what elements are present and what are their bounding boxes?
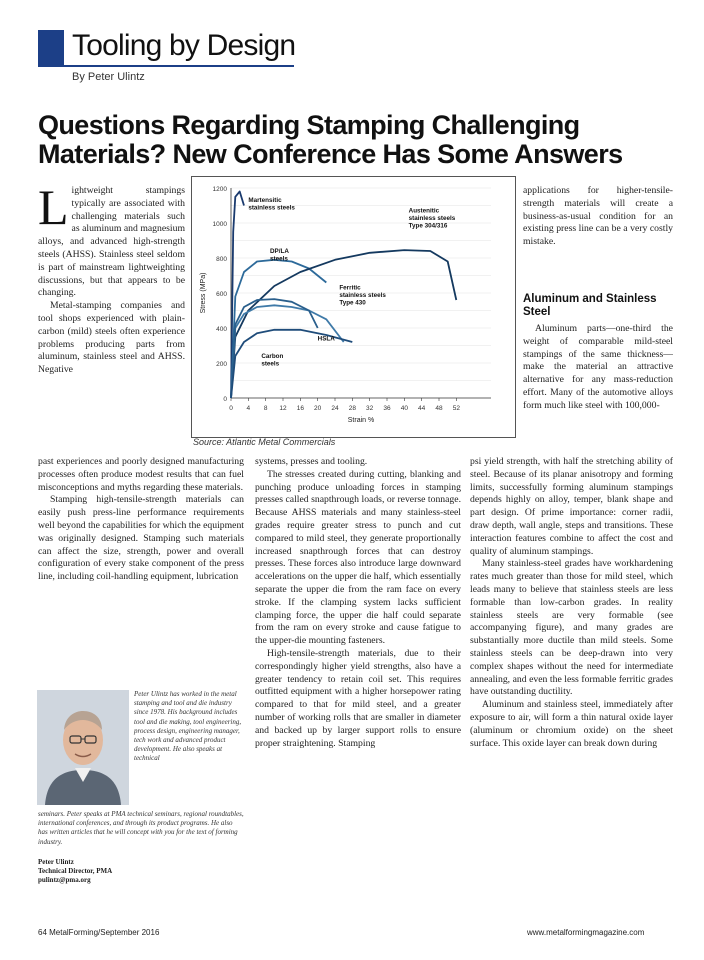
- paragraph: Stamping high-tensile-strength materials can easily push press-line performance requirements well beyond the capabilities for which the equipment was originally designed. Stamping such materials can affect the size, strength, power and overall configuration of every stake component of the press line, including coil-handling equipment, lubrication: [38, 494, 244, 583]
- y-tick-label: 200: [216, 361, 227, 368]
- annotation-label: HSLA: [317, 335, 335, 343]
- department-color-bar: [38, 30, 64, 65]
- annotation-label: Ferritic stainless steels Type 430: [339, 284, 386, 307]
- y-tick-label: 1000: [212, 221, 227, 228]
- paragraph: systems, presses and tooling.: [255, 456, 368, 467]
- footer-website[interactable]: www.metalformingmagazine.com: [527, 928, 645, 937]
- x-tick-label: 52: [452, 405, 460, 412]
- x-tick-label: 44: [418, 405, 426, 412]
- paragraph: Aluminum and stainless steel, immediately after exposure to air, will form a thin natural oxide layer (aluminum or chromium oxide) on the sheet surface. This oxide layer can break down during: [470, 699, 673, 749]
- author-signature: [38, 858, 238, 885]
- paragraph: High-tensile-strength materials, due to their correspondingly higher yield strengths, also have a greater tendency to retain coil set. This requires outfitted equipment with a higher horsepower rating compared to that for mild steel, and a greater number of working rolls that are smaller in diameter and backed up by larger support rolls to ensure proper straightening. Stamping: [255, 647, 461, 749]
- column-2: [255, 456, 461, 750]
- author-title: Technical Director, PMA: [38, 867, 113, 875]
- y-tick-label: 1200: [212, 186, 227, 193]
- x-tick-label: 20: [314, 405, 322, 412]
- y-tick-label: 600: [216, 291, 227, 298]
- author-bio-continued: seminars. Peter speaks at PMA technical seminars, regional roundtables, international conferences, and through its product programs. He also has written articles that he will concept with you for the text of forming industry.: [38, 810, 244, 846]
- x-tick-label: 8: [263, 405, 268, 412]
- footer-issue: 64 MetalForming/September 2016: [38, 928, 160, 937]
- x-tick-label: 12: [279, 405, 287, 412]
- annotation-label: DP/LA steels: [270, 247, 289, 263]
- author-bio: Peter Ulintz has worked in the metal stamping and tool and die industry since 1978. His background includes tool and die making, tool engineering, process design, engineering manager, tech work and advanced product development. He also speaks at technical: [134, 690, 242, 763]
- x-tick-label: 40: [400, 405, 408, 412]
- x-tick-label: 4: [246, 405, 251, 412]
- x-tick-label: 0: [229, 405, 233, 412]
- column-3-mid: [523, 323, 673, 413]
- paragraph: Aluminum parts—one-third the weight of comparable mild-steel stampings of the same thickness—make the material an attractive alternative for any mass-reduction effort. Many of the automotive alloys form much like steel with 100,000-: [523, 323, 673, 411]
- x-tick-label: 28: [348, 405, 356, 412]
- author-photo: [37, 690, 129, 805]
- column-1: [38, 179, 185, 377]
- annotation-label: Austenitic stainless steels Type 304/316: [408, 207, 456, 230]
- paragraph: past experiences and poorly designed manufacturing processes often produce modest results that can fuel misconceptions and myths regarding these materials.: [38, 456, 244, 493]
- paragraph: Metal-stamping companies and tool shops experienced with plain-carbon (mild) steels often experience problems producing parts from aluminum, stainless steel and AHSS. Negative: [38, 300, 185, 376]
- author-name: Peter Ulintz: [38, 858, 74, 866]
- x-tick-label: 32: [366, 405, 374, 412]
- annotation-label: Carbon steels: [261, 352, 284, 368]
- paragraph: Many stainless-steel grades have workhardening rates much greater than those for mild steel, which leads many to believe that stainless steels are less formable than low-carbon grades. In reality stainless steels are very formable (see accompanying figure), and many grades are substantially more ductile than mild steels. Some stainless steels can be deep-drawn into very complex shapes without the need for intermediate annealing, and even the less formable ferritic grades have outstanding ductility.: [470, 558, 673, 698]
- author-portrait-icon: [37, 690, 129, 805]
- paragraph: psi yield strength, with half the stretching ability of steel. Because of its planar anisotropy and forming limits, successfully forming aluminum stampings depends highly on alloy, temper, blank shape and part design. Of prime importance: corner radii, draw depth, wall angle, steps and transitions. These interaction features combine to affect the cost and quality of aluminum stampings.: [470, 456, 673, 557]
- section-heading: Aluminum and Stainless Steel: [523, 293, 657, 318]
- x-tick-label: 16: [296, 405, 304, 412]
- x-tick-label: 36: [383, 405, 391, 412]
- chart-svg: [191, 176, 516, 438]
- y-tick-label: 400: [216, 326, 227, 333]
- column-1-continued: [38, 456, 244, 584]
- stress-strain-chart: [191, 176, 516, 438]
- chart-source: Source: Atlantic Metal Commercials: [193, 437, 336, 447]
- y-tick-label: 0: [223, 396, 227, 403]
- author-email[interactable]: pulintz@pma.org: [38, 876, 91, 884]
- y-axis-label: Stress (MPa): [200, 272, 207, 314]
- byline: By Peter Ulintz: [72, 71, 145, 83]
- department-rule: [38, 65, 294, 67]
- x-tick-label: 24: [331, 405, 339, 412]
- x-tick-label: 48: [435, 405, 443, 412]
- paragraph: The stresses created during cutting, blanking and punching produce unloading forces in stamping presses called snapthrough loads, or reverse tonnage. Because AHSS materials and many stainless-steel grades require greater stress to punch and cut compared to mild steel, they generate proportionally increased snapthrough forces that can destroy presses. These forces also introduce large downward accelerations on the upper die half, which essentially separate the upper die from the ram face on every stroke. If the clamping system lacks sufficient clamping force, the upper die half could separate from the ram on every stroke and cause fatigue to the upper-die mounting fasteners.: [255, 468, 461, 647]
- department-title: Tooling by Design: [72, 29, 296, 62]
- column-3-top: [523, 185, 673, 249]
- dropcap: L: [38, 179, 69, 235]
- x-axis-label: Strain %: [347, 417, 375, 424]
- annotation-label: Martensitic stainless steels: [248, 197, 295, 212]
- article-headline: Questions Regarding Stamping Challenging Materials? New Conference Has Some Answers: [38, 110, 623, 169]
- paragraph: applications for higher-tensile-strength materials will create a business-as-usual condition for an existing press line can be a very costly mistake.: [523, 185, 673, 248]
- column-3: [470, 456, 673, 750]
- y-tick-label: 800: [216, 256, 227, 263]
- paragraph-intro: Lightweight stampings typically are associated with challenging materials such as aluminum and magnesium alloys, and advanced high-strength steels (AHSS). Stainless steel seldom is part of mainstream lightweighting discussions, but that appears to be changing.: [38, 179, 185, 299]
